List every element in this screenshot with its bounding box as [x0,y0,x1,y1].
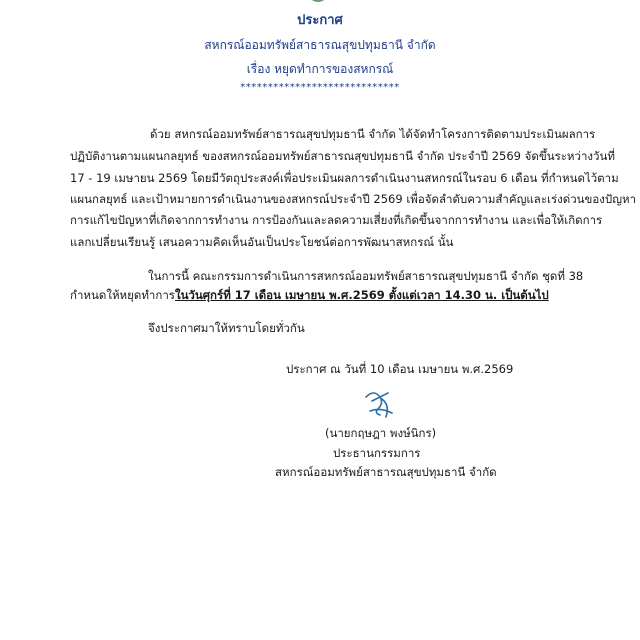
body-paragraph-1-line-3: 17 - 19 เมษายน 2569 โดยมีวัตถุประสงค์เพื่อประเมินผลการดำเนินงานสหกรณ์ในรอบ 6 เดือน ที่กำหนดไว้ตาม [70,171,619,185]
body-paragraph-1-line-6: แลกเปลี่ยนเรียนรู้ เสนอความคิดเห็นอันเป็นประโยชน์ต่อการพัฒนาสหกรณ์ นั้น [70,235,454,249]
body-paragraph-3: จึงประกาศมาให้ทราบโดยทั่วกัน [148,321,305,335]
signature-icon [360,387,400,423]
body-paragraph-2-line-2 [70,288,549,302]
body-paragraph-1-line-5: การแก้ไขปัญหาที่เกิดจากการทำงาน การป้องกันและลดความเสี่ยงที่เกิดขึ้นจากการทำงาน และเพื่อให้เกิดการ [70,213,603,227]
subject-line: เรื่อง หยุดทำการของสหกรณ์ [246,62,394,76]
closure-prefix: กำหนดให้หยุดทำการ [70,288,175,302]
signer-position: ประธานกรรมการ [333,446,421,460]
body-paragraph-1-line-2: ปฏิบัติงานตามแผนกลยุทธ์ ของสหกรณ์ออมทรัพย์สาธารณสุขปทุมธานี จำกัด ประจำปี 2569 จัดขึ้นระหว่างวันที่ [70,149,615,163]
signer-organization: สหกรณ์ออมทรัพย์สาธารณสุขปทุมธานี จำกัด [275,465,497,479]
announcement-date: ประกาศ ณ วันที่ 10 เดือน เมษายน พ.ศ.2569 [286,362,514,376]
closure-date-emphasis: ในวันศุกร์ที่ 17 เดือน เมษายน พ.ศ.2569 ตั้งแต่เวลา 14.30 น. เป็นต้นไป [174,288,549,302]
announcement-title: ประกาศ [297,13,343,28]
body-paragraph-2-line-1: ในการนี้ คณะกรรมการดำเนินการสหกรณ์ออมทรัพย์สาธารณสุขปทุมธานี จำกัด ชุดที่ 38 [148,269,584,283]
signer-name: (นายกฤษฎา พงษ์นิกร) [325,426,437,440]
header-divider: ***************************** [240,82,400,93]
logo-arc-icon [300,0,336,8]
body-paragraph-1-line-4: แผนกลยุทธ์ และเป้าหมายการดำเนินงานของสหกรณ์ประจำปี 2569 เพื่อจัดลำดับความสำคัญและเร่งด่วนของปัญหา [70,192,637,206]
body-paragraph-1-line-1: ด้วย สหกรณ์ออมทรัพย์สาธารณสุขปทุมธานี จำกัด ได้จัดทำโครงการติดตามประเมินผลการ [150,127,596,141]
organization-name: สหกรณ์ออมทรัพย์สาธารณสุขปทุมธานี จำกัด [204,38,436,52]
